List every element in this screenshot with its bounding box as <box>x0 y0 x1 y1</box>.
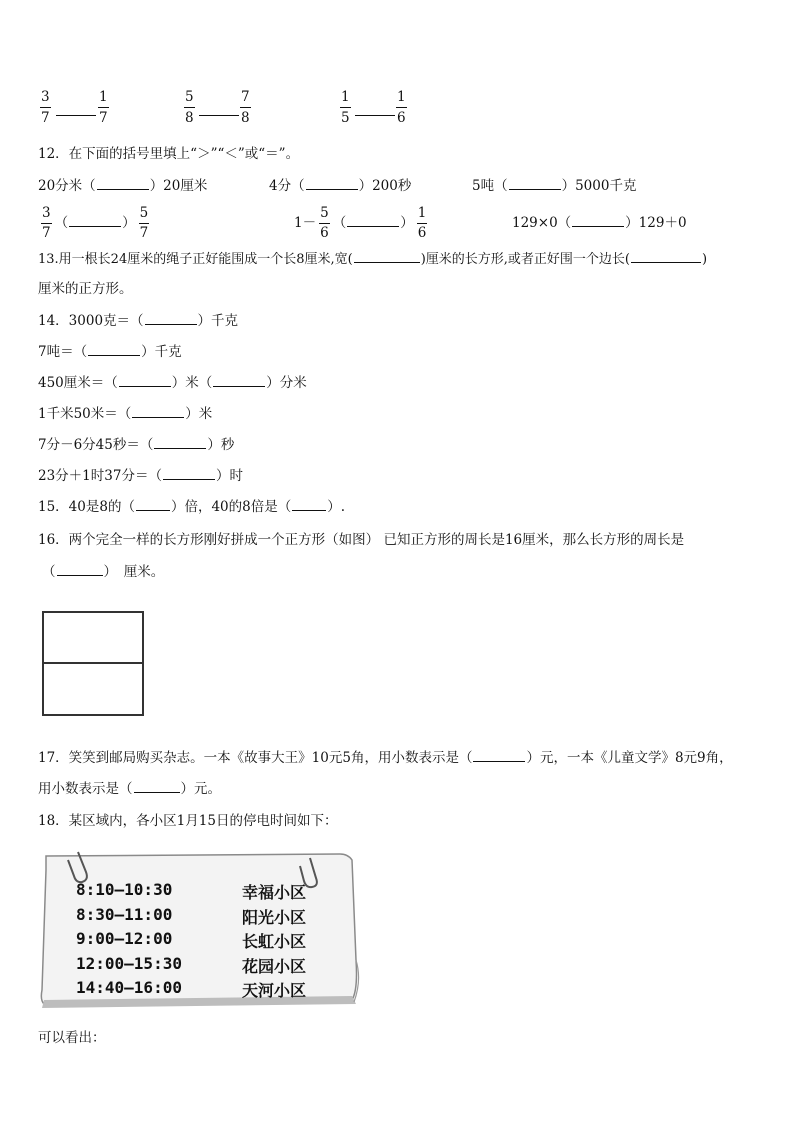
answer-blank[interactable] <box>88 343 140 356</box>
question-text: （ <box>42 564 56 580</box>
paren-open: （ <box>332 215 347 231</box>
answer-blank[interactable] <box>355 115 395 116</box>
fraction <box>98 88 109 127</box>
compare-item <box>512 214 687 232</box>
conversion-item <box>38 312 238 330</box>
question-13 <box>38 250 707 269</box>
denominator: 6 <box>396 107 407 127</box>
community-name: 长虹小区 <box>242 932 307 951</box>
paren-open: （ <box>54 215 69 231</box>
question-text: ）千克 <box>141 344 182 360</box>
fraction <box>340 88 351 127</box>
fraction <box>319 205 330 242</box>
answer-blank[interactable] <box>306 177 358 190</box>
answer-blank[interactable] <box>347 214 399 227</box>
denominator: 7 <box>40 107 51 127</box>
answer-blank[interactable] <box>132 405 184 418</box>
answer-blank[interactable] <box>631 250 701 263</box>
community-name: 花园小区 <box>242 957 307 976</box>
conversion-item <box>38 467 243 485</box>
numerator: 5 <box>139 205 149 221</box>
numerator: 1 <box>99 89 108 105</box>
denominator: 8 <box>240 107 251 127</box>
answer-blank[interactable] <box>145 312 197 325</box>
denominator: 6 <box>417 225 427 241</box>
conversion-item <box>38 436 234 454</box>
question-text: ）千克 <box>197 313 239 329</box>
answer-blank[interactable] <box>163 467 215 480</box>
question-text: ）分米 <box>266 375 307 391</box>
compare-item <box>38 177 207 195</box>
denominator: 7 <box>98 107 109 127</box>
answer-blank[interactable] <box>213 374 265 387</box>
compare-left: 20分米（ <box>38 178 96 194</box>
conversion-item <box>38 405 212 423</box>
answer-blank[interactable] <box>154 436 206 449</box>
outage-time: 12:00—15:30 <box>76 954 182 973</box>
question-text: 1千米50米＝（ <box>38 406 132 422</box>
question-text: ）. <box>327 499 346 515</box>
question-text: ）秒 <box>207 437 235 453</box>
compare-right: ）200秒 <box>358 178 412 194</box>
numerator: 5 <box>185 89 194 105</box>
compare-item <box>269 177 411 195</box>
question-text: 15．40是8的（ <box>38 499 135 515</box>
question-text: ）时 <box>215 468 243 484</box>
fraction <box>240 88 251 127</box>
answer-blank[interactable] <box>57 563 103 576</box>
question-17-cont <box>38 780 221 798</box>
numerator: 1 <box>397 89 406 105</box>
compare-right: ）20厘米 <box>149 178 208 194</box>
question-18: 18．某区域内，各小区1月15日的停电时间如下： <box>38 813 338 829</box>
outage-time: 9:00—12:00 <box>76 929 173 948</box>
question-text: 450厘米＝（ <box>38 375 118 391</box>
conversion-item <box>38 343 182 361</box>
compare-left: 129×0（ <box>512 215 572 231</box>
square-divider <box>44 662 142 664</box>
fraction <box>417 205 428 242</box>
question-text: ） 厘米。 <box>103 564 165 580</box>
fraction <box>40 88 51 127</box>
compare-left: 4分（ <box>269 178 305 194</box>
answer-blank[interactable] <box>199 115 239 116</box>
question-text: 14．3000克＝（ <box>38 313 144 329</box>
question-16-cont <box>42 563 164 581</box>
numerator: 1 <box>341 89 350 105</box>
denominator: 7 <box>42 225 51 241</box>
conversion-item <box>38 374 307 392</box>
fraction <box>396 88 407 127</box>
denominator: 6 <box>320 225 329 241</box>
question-text: 用小数表示是（ <box>38 781 133 797</box>
paren-close: ） <box>122 215 136 231</box>
compare-item <box>38 204 152 242</box>
question-15 <box>38 498 345 516</box>
numerator: 7 <box>241 89 250 105</box>
fraction <box>139 205 150 242</box>
compare-item <box>294 204 430 242</box>
question-text: ）元。 <box>180 781 221 797</box>
question-12-prompt: 12．在下面的括号里填上“＞”“＜”或“＝”。 <box>38 146 300 162</box>
question-text: 23分＋1时37分＝（ <box>38 468 162 484</box>
compare-left: 5吨（ <box>472 178 508 194</box>
outage-time: 8:10—10:30 <box>76 880 173 899</box>
conclusion-label: 可以看出： <box>38 1030 106 1046</box>
denominator: 7 <box>139 225 149 241</box>
question-text: ) <box>701 252 708 267</box>
answer-blank[interactable] <box>509 177 561 190</box>
answer-blank[interactable] <box>292 498 326 511</box>
answer-blank[interactable] <box>134 780 180 793</box>
answer-blank[interactable] <box>572 214 624 227</box>
community-name: 幸福小区 <box>242 883 307 902</box>
answer-blank[interactable] <box>56 115 96 116</box>
outage-notice <box>40 850 362 1010</box>
outage-time: 8:30—11:00 <box>76 905 173 924</box>
question-17 <box>38 749 733 767</box>
question-text: 7吨＝（ <box>38 344 88 360</box>
question-text: )厘米的长方形,或者正好围一个边长( <box>420 252 630 267</box>
outage-time: 14:40—16:00 <box>76 978 182 997</box>
answer-blank[interactable] <box>473 749 525 762</box>
question-text: 7分－6分45秒＝（ <box>38 437 154 453</box>
question-text: ）米 <box>185 406 213 422</box>
community-name: 天河小区 <box>242 981 307 1000</box>
compare-item <box>472 177 636 195</box>
community-name: 阳光小区 <box>242 908 307 927</box>
compare-prefix: 1－ <box>294 215 317 231</box>
answer-blank[interactable] <box>119 374 171 387</box>
numerator: 3 <box>42 205 51 221</box>
denominator: 8 <box>184 107 195 127</box>
answer-blank[interactable] <box>97 177 149 190</box>
compare-right: ）129＋0 <box>625 215 687 231</box>
question-16: 16．两个完全一样的长方形刚好拼成一个正方形（如图） 已知正方形的周长是16厘米，那么长方形的周长是 <box>38 532 685 548</box>
question-text: 13.用一根长24厘米的绳子正好能围成一个长8厘米,宽( <box>38 252 353 267</box>
compare-right: ）5000千克 <box>561 178 637 194</box>
numerator: 3 <box>41 89 50 105</box>
denominator: 5 <box>340 107 351 127</box>
fraction <box>184 88 195 127</box>
answer-blank[interactable] <box>69 214 121 227</box>
question-13-cont: 厘米的正方形。 <box>38 281 133 297</box>
fraction <box>41 205 52 242</box>
question-text: ）元，一本《儿童文学》8元9角， <box>526 750 733 766</box>
answer-blank[interactable] <box>354 250 420 263</box>
question-text: 17．笑笑到邮局购买杂志。一本《故事大王》10元5角，用小数表示是（ <box>38 750 473 766</box>
numerator: 5 <box>320 205 329 221</box>
paren-close: ） <box>400 215 414 231</box>
numerator: 1 <box>417 205 427 221</box>
answer-blank[interactable] <box>136 498 170 511</box>
question-text: ）米（ <box>171 375 213 391</box>
question-text: ）倍，40的8倍是（ <box>170 499 292 515</box>
